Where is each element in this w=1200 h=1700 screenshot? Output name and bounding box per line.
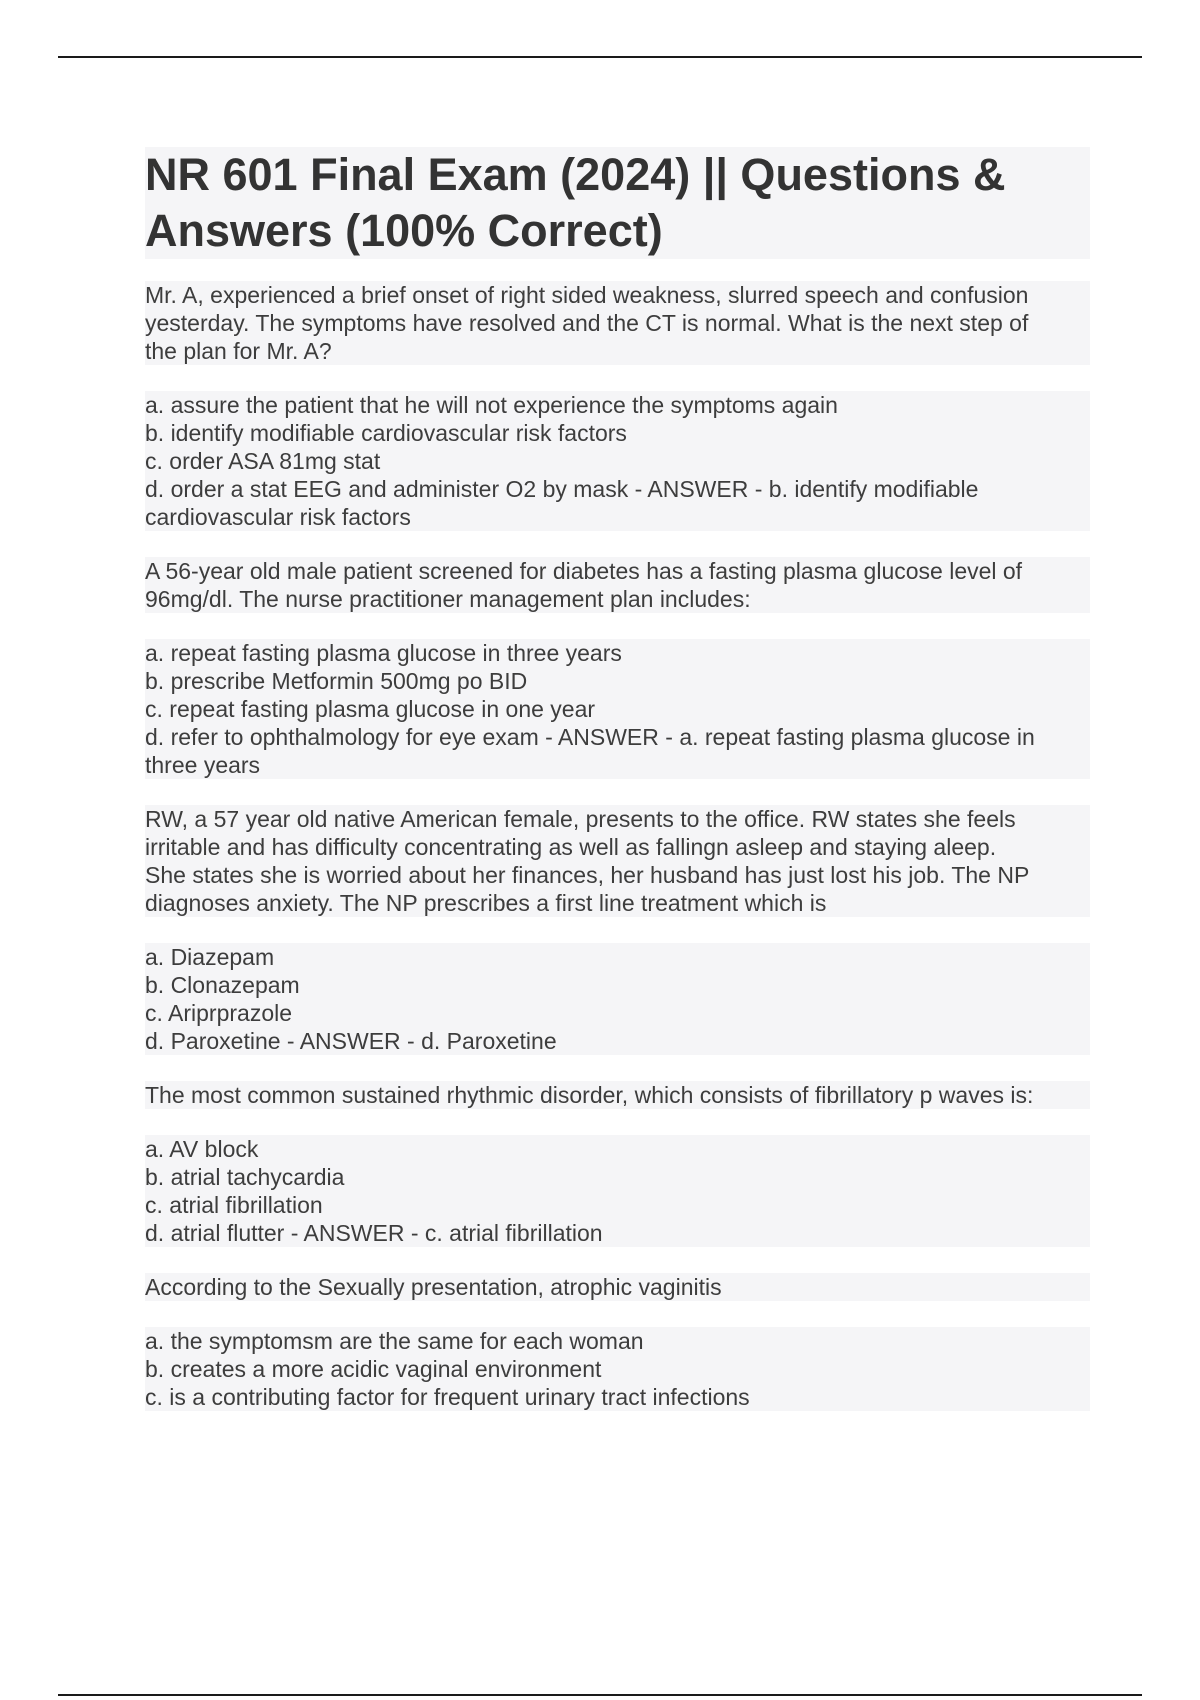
- text-line: 96mg/dl. The nurse practitioner management plan includes:: [145, 585, 1090, 613]
- text-line: the plan for Mr. A?: [145, 337, 1090, 365]
- question-2-stem: [145, 557, 1090, 613]
- text-line: diagnoses anxiety. The NP prescribes a first line treatment which is: [145, 889, 1090, 917]
- question-5-options: [145, 1327, 1090, 1411]
- option-line: a. AV block: [145, 1135, 1090, 1163]
- text-line: A 56-year old male patient screened for diabetes has a fasting plasma glucose level of: [145, 557, 1090, 585]
- document-title: [145, 147, 1090, 259]
- text-line: According to the Sexually presentation, atrophic vaginitis: [145, 1273, 1090, 1301]
- option-line: a. repeat fasting plasma glucose in three years: [145, 639, 1090, 667]
- text-line: She states she is worried about her finances, her husband has just lost his job. The NP: [145, 861, 1090, 889]
- option-line: b. creates a more acidic vaginal environment: [145, 1355, 1090, 1383]
- option-line: d. refer to ophthalmology for eye exam - ANSWER - a. repeat fasting plasma glucose in: [145, 723, 1090, 751]
- top-rule: [58, 56, 1142, 58]
- option-line: a. the symptomsm are the same for each woman: [145, 1327, 1090, 1355]
- question-3-stem: [145, 805, 1090, 917]
- option-line: b. prescribe Metformin 500mg po BID: [145, 667, 1090, 695]
- option-line: cardiovascular risk factors: [145, 503, 1090, 531]
- question-4-options: [145, 1135, 1090, 1247]
- option-line: c. repeat fasting plasma glucose in one year: [145, 695, 1090, 723]
- option-line: b. Clonazepam: [145, 971, 1090, 999]
- question-4-stem: [145, 1081, 1090, 1109]
- text-line: Mr. A, experienced a brief onset of right sided weakness, slurred speech and confusion: [145, 281, 1090, 309]
- title-line: Answers (100% Correct): [145, 205, 663, 256]
- option-line: d. order a stat EEG and administer O2 by mask - ANSWER - b. identify modifiable: [145, 475, 1090, 503]
- question-1-stem: [145, 281, 1090, 365]
- text-line: yesterday. The symptoms have resolved and the CT is normal. What is the next step of: [145, 309, 1090, 337]
- question-3-options: [145, 943, 1090, 1055]
- option-line: b. identify modifiable cardiovascular risk factors: [145, 419, 1090, 447]
- option-line: c. atrial fibrillation: [145, 1191, 1090, 1219]
- option-line: c. Ariprprazole: [145, 999, 1090, 1027]
- text-line: The most common sustained rhythmic disorder, which consists of fibrillatory p waves is:: [145, 1081, 1090, 1109]
- option-line: three years: [145, 751, 1090, 779]
- title-line: NR 601 Final Exam (2024) || Questions &: [145, 149, 1006, 200]
- text-line: irritable and has difficulty concentrating as well as fallingn asleep and staying aleep.: [145, 833, 1090, 861]
- option-line: b. atrial tachycardia: [145, 1163, 1090, 1191]
- text-line: RW, a 57 year old native American female, presents to the office. RW states she feels: [145, 805, 1090, 833]
- bottom-rule: [58, 1694, 1142, 1696]
- question-1-options: [145, 391, 1090, 531]
- question-2-options: [145, 639, 1090, 779]
- option-line: d. atrial flutter - ANSWER - c. atrial fibrillation: [145, 1219, 1090, 1247]
- option-line: c. is a contributing factor for frequent urinary tract infections: [145, 1383, 1090, 1411]
- option-line: c. order ASA 81mg stat: [145, 447, 1090, 475]
- option-line: a. assure the patient that he will not experience the symptoms again: [145, 391, 1090, 419]
- document-body: [145, 147, 1090, 1437]
- option-line: a. Diazepam: [145, 943, 1090, 971]
- question-5-stem: [145, 1273, 1090, 1301]
- option-line: d. Paroxetine - ANSWER - d. Paroxetine: [145, 1027, 1090, 1055]
